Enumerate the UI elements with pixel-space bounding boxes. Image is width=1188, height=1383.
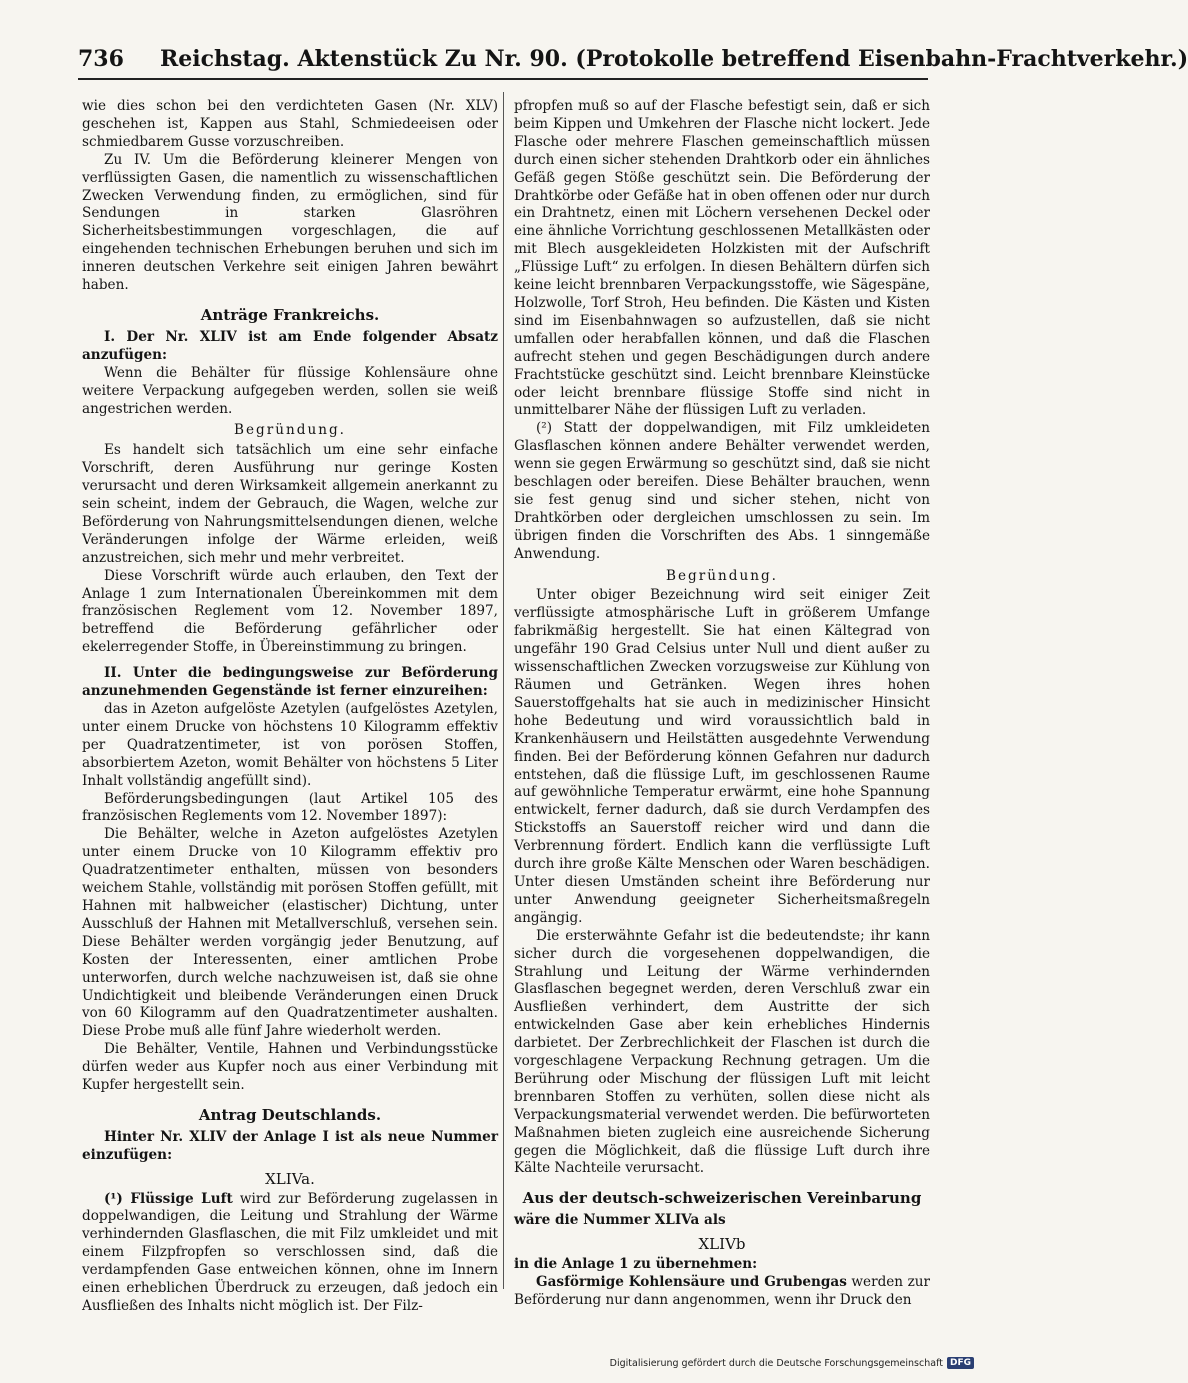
motion-heading: wäre die Nummer XLIVa als (514, 1212, 726, 1229)
paragraph: das in Azeton aufgelöste Azetylen (aufgelöstes Azetylen, unter einem Drucke von höchstens 10 Kilogramm effektiv per Quadratzentimeter, ist von porösen Stoffen, absorbiertem Azeton, womit Behälter von höchstens 5 Liter Inhalt vollständig angefüllt sind). (82, 701, 498, 789)
number-label: XLIVb (698, 1235, 746, 1254)
paragraph: Unter obiger Bezeichnung wird seit einiger Zeit verflüssigte atmosphärische Luft in größerem Umfange fabrikmäßig hergestellt. Sie hat einen Kältegrad von ungefähr 190 Grad Celsius unter Null und dient außer zu wissenschaftlichen Zwecken vorzugsweise zur Kühlung von Räumen und Getränken. Wegen ihres hohen Sauerstoffgehalts hat sie auch in medizinischer Hinsicht hohe Bedeutung und wird voraussichtlich bald in Krankenhäusern und Heilstätten ausgedehnte Verwendung finden. Bei der Beförderung können Gefahren nur dadurch entstehen, daß die flüssige Luft, im geschlossenen Raume auf gewöhnliche Temperatur erwärmt, eine hohe Spannung entwickelt, ferner dadurch, daß sie durch Verdampfen des Stickstoffs an Sauerstoff reicher wird und dann die Verbrennung fördert. Endlich kann die verflüssigte Luft durch ihre große Kälte Menschen oder Waren beschädigen. Unter diesen Umständen scheint ihre Beförderung nur unter Anwendung geeigneter Sicherheitsmaßregeln angängig. (514, 587, 930, 926)
bold-lead: Gasförmige Kohlensäure und Grubengas (536, 1274, 847, 1290)
paragraph: Die ersterwähnte Gefahr ist die bedeutendste; ihr kann sicher durch die vorgesehenen doppelwandigen, die Strahlung und Leitung der Wärme verhindernden Glasflaschen begegnet werden, deren Verschluß zwar ein Ausfließen verhindert, dem Austritte der sich entwickelnden Gase aber kein erhebliches Hindernis darbietet. Der Zerbrechlichkeit der Flaschen ist durch die vorgeschlagene Verpackung Rechnung getragen. Um die Berührung oder Mischung der flüssigen Luft mit leicht brennbaren Stoffen zu verhüten, sollen diese nicht als Verpackungsmaterial verwendet werden. Die befürworteten Maßnahmen bieten zugleich eine ausreichende Sicherung gegen die Möglichkeit, daß die flüssige Luft durch ihre Kälte Nachteile verursacht. (514, 927, 930, 1177)
motion-heading: Hinter Nr. XLIV der Anlage I ist als neue Nummer einzufügen: (82, 1128, 498, 1163)
motion-heading: in die Anlage 1 zu übernehmen: (514, 1256, 758, 1273)
footer-text: Digitalisierung gefördert durch die Deutsche Forschungsgemeinschaft (609, 1357, 943, 1369)
section-heading-schweiz: Aus der deutsch-schweizerischen Vereinbarung (522, 1189, 922, 1208)
running-title: Reichstag. Aktenstück Zu Nr. 90. (Protokolle betreffend Eisenbahn-Frachtverkehr.) (159, 46, 1188, 72)
page-number: 736 (78, 46, 124, 72)
footer-credit (610, 1357, 974, 1369)
right-column (514, 98, 930, 1310)
paragraph-text: werden zur Beförderung nur dann angenommen, wenn ihr Druck den (514, 1274, 930, 1308)
paragraph (514, 1274, 930, 1310)
motion-heading: I. Der Nr. XLIV ist am Ende folgender Absatz anzufügen: (82, 328, 498, 363)
paragraph: Beförderungsbedingungen (laut Artikel 105 des französischen Reglements vom 12. November 1897): (82, 790, 498, 825)
page-header (78, 40, 1188, 80)
section-heading-frankreich: Anträge Frankreichs. (200, 305, 380, 324)
paragraph-text: wird zur Beförderung zugelassen in doppelwandigen, die Leitung und Strahlung der Wärme verhindernden Glasflaschen, die mit Filz umkleidet und mit einem Filzpfropfen so verschlossen sind, daß die verdampfenden Gase entweichen können, ohne im Innern einen erheblichen Überdruck zu erzeugen, daß jedoch ein Ausfließen des Inhalts nicht möglich ist. Der Filz- (82, 1190, 498, 1314)
bold-lead: (¹) Flüssige Luft (104, 1190, 233, 1207)
paragraph: pfropfen muß so auf der Flasche befestigt sein, daß er sich beim Kippen und Umkehren der Flasche nicht lockert. Jede Flasche oder mehrere Flaschen gemeinschaftlich müssen durch einen sicher stehenden Drahtkorb oder ein ähnliches Gefäß gegen Stöße geschützt sein. Die Beförderung der Drahtkörbe oder Gefäße hat in oben offenen oder nur durch ein Drahtnetz, einen mit Löchern versehenen Deckel oder eine ähnliche Vorrichtung geschlossenen Metallkästen oder mit Blech ausgekleideten Holzkisten mit der Aufschrift „Flüssige Luft“ zu erfolgen. In diesen Behältern dürfen sich keine leicht brennbaren Verpackungsstoffe, wie Sägespäne, Holzwolle, Torf Stroh, Heu befinden. Die Kästen und Kisten sind im Eisenbahnwagen so aufzustellen, daß sie nicht umfallen oder herabfallen können, und daß die Flaschen aufrecht stehen und gegen Beschädigungen durch andere Frachtstücke geschützt sind. Leicht brennbare Kleinstücke oder leicht brennbare flüssige Stoffe sind nicht in unmittelbarer Nähe der flüssigen Luft zu verladen. (514, 98, 930, 419)
number-label: XLIVa. (265, 1169, 315, 1188)
column-divider (503, 92, 504, 1289)
section-heading-deutschland: Antrag Deutschlands. (198, 1105, 382, 1124)
paragraph: Wenn die Behälter für flüssige Kohlensäure ohne weitere Verpackung aufgegeben werden, sollen sie weiß angestrichen werden. (82, 364, 498, 417)
paragraph: (²) Statt der doppelwandigen, mit Filz umkleideten Glasflaschen können andere Behälter verwendet werden, wenn sie gegen Erwärmung so geschützt sind, daß sie nicht beschlagen oder bereifen. Diese Behälter brauchen, wenn sie fest genug sind und sicher stehen, nicht von Drahtkörben oder dergleichen umschlossen zu sein. Im übrigen finden die Vorschriften des Abs. 1 sinngemäße Anwendung. (514, 420, 930, 562)
paragraph: wie dies schon bei den verdichteten Gasen (Nr. XLV) geschehen ist, Kappen aus Stahl, Schmiedeeisen oder schmiedbarem Gusse vorzuschreiben. (82, 98, 498, 150)
dfg-logo: DFG (947, 1357, 974, 1369)
paragraph: Diese Vorschrift würde auch erlauben, den Text der Anlage 1 zum Internationalen Übereinkommen mit dem französischen Reglement vom 12. November 1897, betreffend die Beförderung gefährlicher oder ekelerregender Stoffe, in Übereinstimmung zu bringen. (82, 567, 498, 656)
paragraph: Die Behälter, Ventile, Hahnen und Verbindungsstücke dürfen weder aus Kupfer noch aus einer Verbindung mit Kupfer hergestellt sein. (82, 1041, 498, 1094)
paragraph (82, 1191, 498, 1316)
paragraph: Zu IV. Um die Beförderung kleinerer Mengen von verflüssigten Gasen, die namentlich zu wissenschaftlichen Zwecken Verwendung finden, zu ermöglichen, sind für Sendungen in starken Glasröhren Sicherheitsbestimmungen vorgeschlagen, die auf eingehenden technischen Erhebungen beruhen und sich im inneren deutschen Verkehre seit einigen Jahren bewährt haben. (82, 151, 498, 294)
begruendung-label: Begründung. (234, 422, 346, 439)
motion-heading: II. Unter die bedingungsweise zur Beförderung anzunehmenden Gegenstände ist ferner einzureihen: (82, 665, 498, 700)
paragraph: Die Behälter, welche in Azeton aufgelöstes Azetylen unter einem Drucke von 10 Kilogramm effektiv pro Quadratzentimeter enthalten, müssen von besonders weichem Stahle, vollständig mit porösen Stoffen gefüllt, mit Hahnen mit halbweicher (elastischer) Dichtung, unter Ausschluß der Hahnen mit Metallverschluß, versehen sein. Diese Behälter werden vorgängig jeder Benutzung, auf Kosten der Interessenten, einer amtlichen Probe unterworfen, durch welche nachzuweisen ist, daß sie ohne Undichtigkeit und bleibende Veränderungen einen Druck von 60 Kilogramm auf den Quadratzentimeter aushalten. Diese Probe muß alle fünf Jahre wiederholt werden. (82, 826, 498, 1040)
begruendung-label: Begründung. (666, 567, 778, 584)
left-column (82, 98, 498, 1316)
paragraph: Es handelt sich tatsächlich um eine sehr einfache Vorschrift, deren Ausführung nur geringe Kosten verursacht und deren Wirksamkeit allgemein anerkannt zu sein scheint, indem der Gebrauch, die Wagen, welche zur Beförderung von Nahrungsmittelsendungen dienen, welche Veränderungen infolge der Wärme erleiden, weiß anzustreichen, sich mehr und mehr verbreitet. (82, 442, 498, 566)
